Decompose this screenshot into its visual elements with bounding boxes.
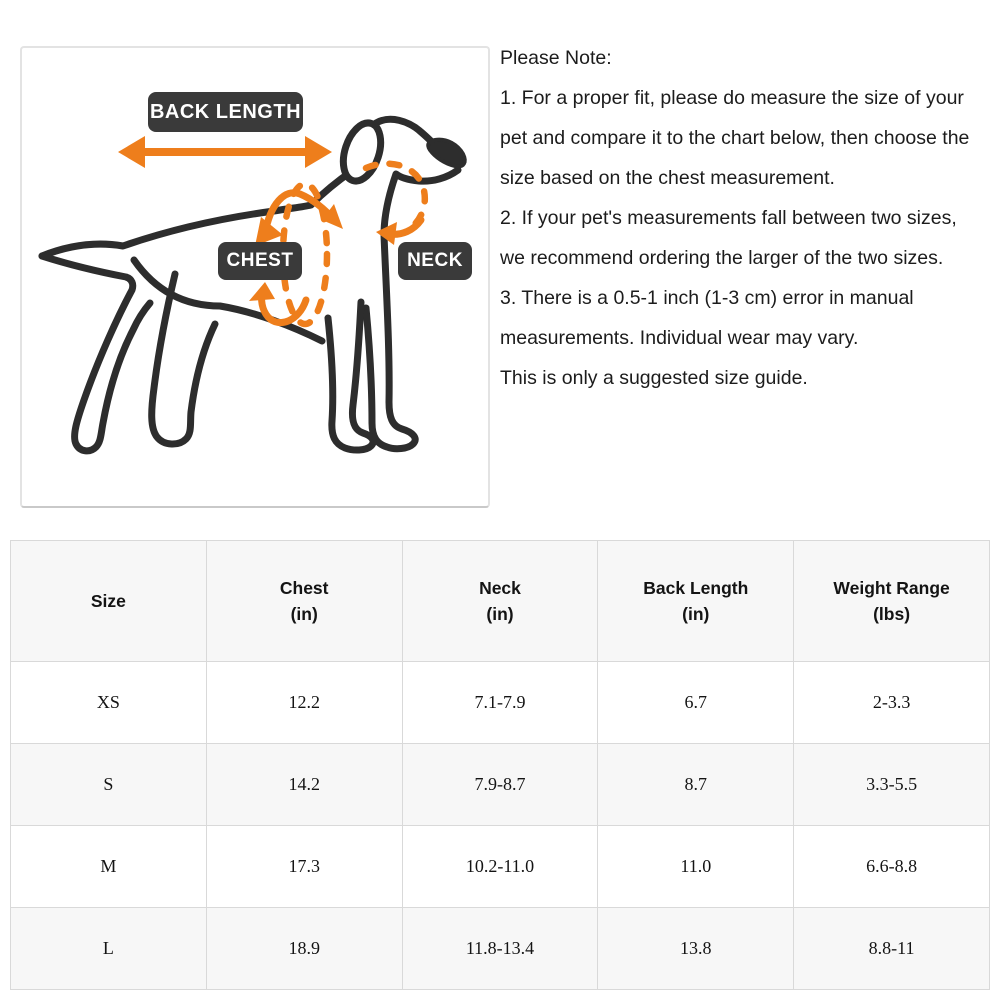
column-header-weight-range: Weight Range (lbs) xyxy=(794,541,990,662)
cell-size: M xyxy=(11,826,207,908)
note-line-2: pet and compare it to the chart below, then choose the xyxy=(500,127,970,149)
column-header-neck: Neck (in) xyxy=(402,541,598,662)
dog-nose xyxy=(428,140,465,167)
cell-back-length: 13.8 xyxy=(598,908,794,990)
cell-neck: 7.1-7.9 xyxy=(402,662,598,744)
column-header-back-length: Back Length (in) xyxy=(598,541,794,662)
column-header-chest: Chest (in) xyxy=(206,541,402,662)
cell-neck: 11.8-13.4 xyxy=(402,908,598,990)
cell-weight: 3.3-5.5 xyxy=(794,744,990,826)
cell-weight: 8.8-11 xyxy=(794,908,990,990)
cell-back-length: 11.0 xyxy=(598,826,794,908)
dog-outline xyxy=(42,119,458,451)
chest-top-arrow xyxy=(255,193,343,246)
note-line-6: 3. There is a 0.5-1 inch (1-3 cm) error in manual xyxy=(500,287,914,309)
cell-size: S xyxy=(11,744,207,826)
dog-measurement-diagram xyxy=(20,46,490,508)
notes-title: Please Note: xyxy=(500,47,612,69)
back-length-label: BACK LENGTH xyxy=(148,92,303,132)
table-row-m xyxy=(11,826,990,908)
table-row-xs xyxy=(11,662,990,744)
note-line-1: 1. For a proper fit, please do measure the size of your xyxy=(500,87,964,109)
header-row xyxy=(11,541,990,662)
chest-label: CHEST xyxy=(218,242,302,280)
cell-neck: 10.2-11.0 xyxy=(402,826,598,908)
notes-section xyxy=(500,38,998,398)
cell-size: XS xyxy=(11,662,207,744)
cell-chest: 14.2 xyxy=(206,744,402,826)
cell-size: L xyxy=(11,908,207,990)
note-line-8: This is only a suggested size guide. xyxy=(500,367,808,389)
note-line-5: we recommend ordering the larger of the two sizes. xyxy=(500,247,944,269)
column-header-size: Size xyxy=(11,541,207,662)
size-chart-table xyxy=(10,540,990,990)
table-row-s xyxy=(11,744,990,826)
size-chart-header xyxy=(11,541,990,662)
cell-neck: 7.9-8.7 xyxy=(402,744,598,826)
back-length-arrow xyxy=(118,136,332,168)
table-row-l xyxy=(11,908,990,990)
cell-back-length: 6.7 xyxy=(598,662,794,744)
neck-label: NECK xyxy=(398,242,472,280)
note-line-4: 2. If your pet's measurements fall between two sizes, xyxy=(500,207,957,229)
cell-weight: 2-3.3 xyxy=(794,662,990,744)
cell-chest: 12.2 xyxy=(206,662,402,744)
dog-ear xyxy=(337,118,388,186)
cell-back-length: 8.7 xyxy=(598,744,794,826)
note-line-7: measurements. Individual wear may vary. xyxy=(500,327,859,349)
cell-chest: 18.9 xyxy=(206,908,402,990)
note-line-3: size based on the chest measurement. xyxy=(500,167,835,189)
size-chart-body xyxy=(11,662,990,990)
cell-chest: 17.3 xyxy=(206,826,402,908)
cell-weight: 6.6-8.8 xyxy=(794,826,990,908)
